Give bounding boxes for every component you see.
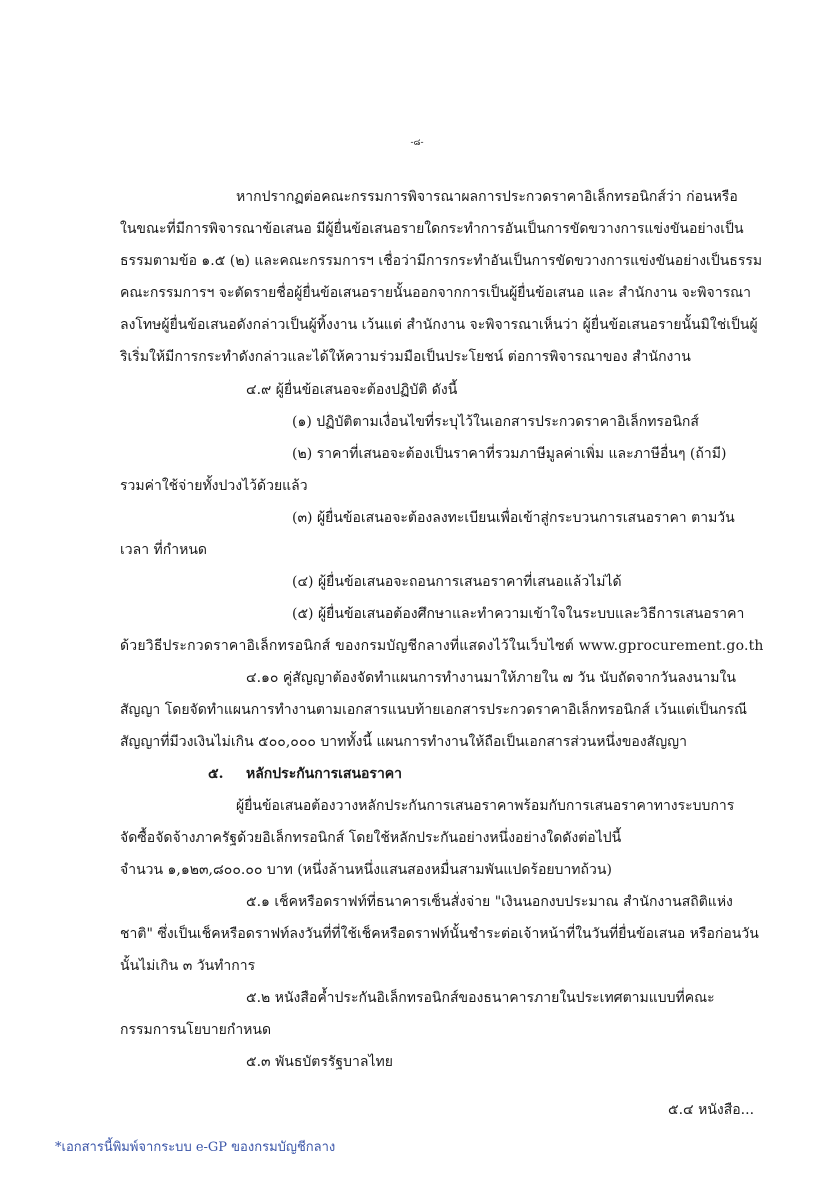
section-4-10-line: ๔.๑๐ คู่สัญญาต้องจัดทำแผนการทำงานมาให้ภายใน ๗ วัน นับถัดจากวันลงนามใน: [246, 670, 736, 686]
continuation-marker: ๕.๔ หนังสือ...: [668, 1102, 755, 1118]
paragraph-line: หากปรากฏต่อคณะกรรมการพิจารณาผลการประกวดราคาอิเล็กทรอนิกส์ว่า ก่อนหรือ: [236, 189, 738, 205]
list-item: (๑) ปฏิบัติตามเงื่อนไขที่ระบุไว้ในเอกสารประกวดราคาอิเล็กทรอนิกส์: [292, 414, 699, 430]
section-5-1-line: ชาติ" ซึ่งเป็นเช็คหรือดราฟท์ลงวันที่ที่ใช้เช็คหรือดราฟท์นั้นชำระต่อเจ้าหน้าที่ในวันที่ยื่นข้อเสนอ หรือก่อนวัน: [120, 926, 759, 942]
list-item-continuation: ด้วยวิธีประกวดราคาอิเล็กทรอนิกส์ ของกรมบัญชีกลางที่แสดงไว้ในเว็บไซต์ www.gprocurement.go.th: [120, 638, 764, 654]
section-5-1-line: ๕.๑ เช็คหรือดราฟท์ที่ธนาคารเซ็นสั่งจ่าย "เงินนอกงบประมาณ สำนักงานสถิติแห่ง: [246, 894, 733, 910]
section-5-2-line: ๕.๒ หนังสือค้ำประกันอิเล็กทรอนิกส์ของธนาคารภายในประเทศตามแบบที่คณะ: [246, 990, 715, 1006]
page-number: -๘-: [410, 138, 424, 148]
section-5-line: จำนวน ๑,๑๒๓,๘๐๐.๐๐ บาท (หนึ่งล้านหนึ่งแสนสองหมื่นสามพันแปดร้อยบาทถ้วน): [120, 862, 612, 878]
section-5-title: หลักประกันการเสนอราคา: [246, 766, 403, 782]
section-5-2-line: กรรมการนโยบายกำหนด: [120, 1022, 272, 1038]
section-4-9-heading: ๔.๙ ผู้ยื่นข้อเสนอจะต้องปฏิบัติ ดังนี้: [246, 382, 458, 398]
section-5-3-line: ๕.๓ พันธบัตรรัฐบาลไทย: [246, 1054, 393, 1070]
section-5-line: จัดซื้อจัดจ้างภาครัฐด้วยอิเล็กทรอนิกส์ โดยใช้หลักประกันอย่างหนึ่งอย่างใดดังต่อไปนี้: [120, 830, 622, 846]
paragraph-line: ริเริ่มให้มีการกระทำดังกล่าวและได้ให้ความร่วมมือเป็นประโยชน์ ต่อการพิจารณาของ สำนักงาน: [120, 349, 691, 365]
paragraph-line: ในขณะที่มีการพิจารณาข้อเสนอ มีผู้ยื่นข้อเสนอรายใดกระทำการอันเป็นการขัดขวางการแข่งขันอย่างเป็น: [120, 221, 744, 237]
list-item-continuation: รวมค่าใช้จ่ายทั้งปวงไว้ด้วยแล้ว: [120, 478, 308, 494]
list-item: (๕) ผู้ยื่นข้อเสนอต้องศึกษาและทำความเข้าใจในระบบและวิธีการเสนอราคา: [292, 606, 745, 622]
section-4-10-line: สัญญา โดยจัดทำแผนการทำงานตามเอกสารแนบท้ายเอกสารประกวดราคาอิเล็กทรอนิกส์ เว้นแต่เป็นกรณี: [120, 702, 748, 718]
list-item: (๒) ราคาที่เสนอจะต้องเป็นราคาที่รวมภาษีมูลค่าเพิ่ม และภาษีอื่นๆ (ถ้ามี): [292, 446, 727, 462]
section-4-10-line: สัญญาที่มีวงเงินไม่เกิน ๕๐๐,๐๐๐ บาททั้งนี้ แผนการทำงานให้ถือเป็นเอกสารส่วนหนึ่งของสัญญา: [120, 734, 687, 750]
list-item: (๓) ผู้ยื่นข้อเสนอจะต้องลงทะเบียนเพื่อเข้าสู่กระบวนการเสนอราคา ตามวัน: [292, 510, 735, 526]
section-5-line: ผู้ยื่นข้อเสนอต้องวางหลักประกันการเสนอราคาพร้อมกับการเสนอราคาทางระบบการ: [236, 798, 735, 814]
paragraph-line: ลงโทษผู้ยื่นข้อเสนอดังกล่าวเป็นผู้ทิ้งงาน เว้นแต่ สำนักงาน จะพิจารณาเห็นว่า ผู้ยื่นข้อเสนอรายนั้นมิใช่เป็นผู้: [120, 317, 758, 333]
paragraph-line: ธรรมตามข้อ ๑.๕ (๒) และคณะกรรมการฯ เชื่อว่ามีการกระทำอันเป็นการขัดขวางการแข่งขันอย่างเป็นธรรม: [120, 253, 763, 269]
list-item: (๔) ผู้ยื่นข้อเสนอจะถอนการเสนอราคาที่เสนอแล้วไม่ได้: [292, 574, 622, 590]
paragraph-line: คณะกรรมการฯ จะตัดรายชื่อผู้ยื่นข้อเสนอรายนั้นออกจากการเป็นผู้ยื่นข้อเสนอ และ สำนักงาน จะพิจารณา: [120, 285, 751, 301]
footnote: *เอกสารนี้พิมพ์จากระบบ e-GP ของกรมบัญชีกลาง: [55, 1140, 336, 1155]
section-5-number: ๕.: [208, 766, 224, 782]
list-item-continuation: เวลา ที่กำหนด: [120, 542, 207, 558]
section-5-1-line: นั้นไม่เกิน ๓ วันทำการ: [120, 958, 256, 974]
